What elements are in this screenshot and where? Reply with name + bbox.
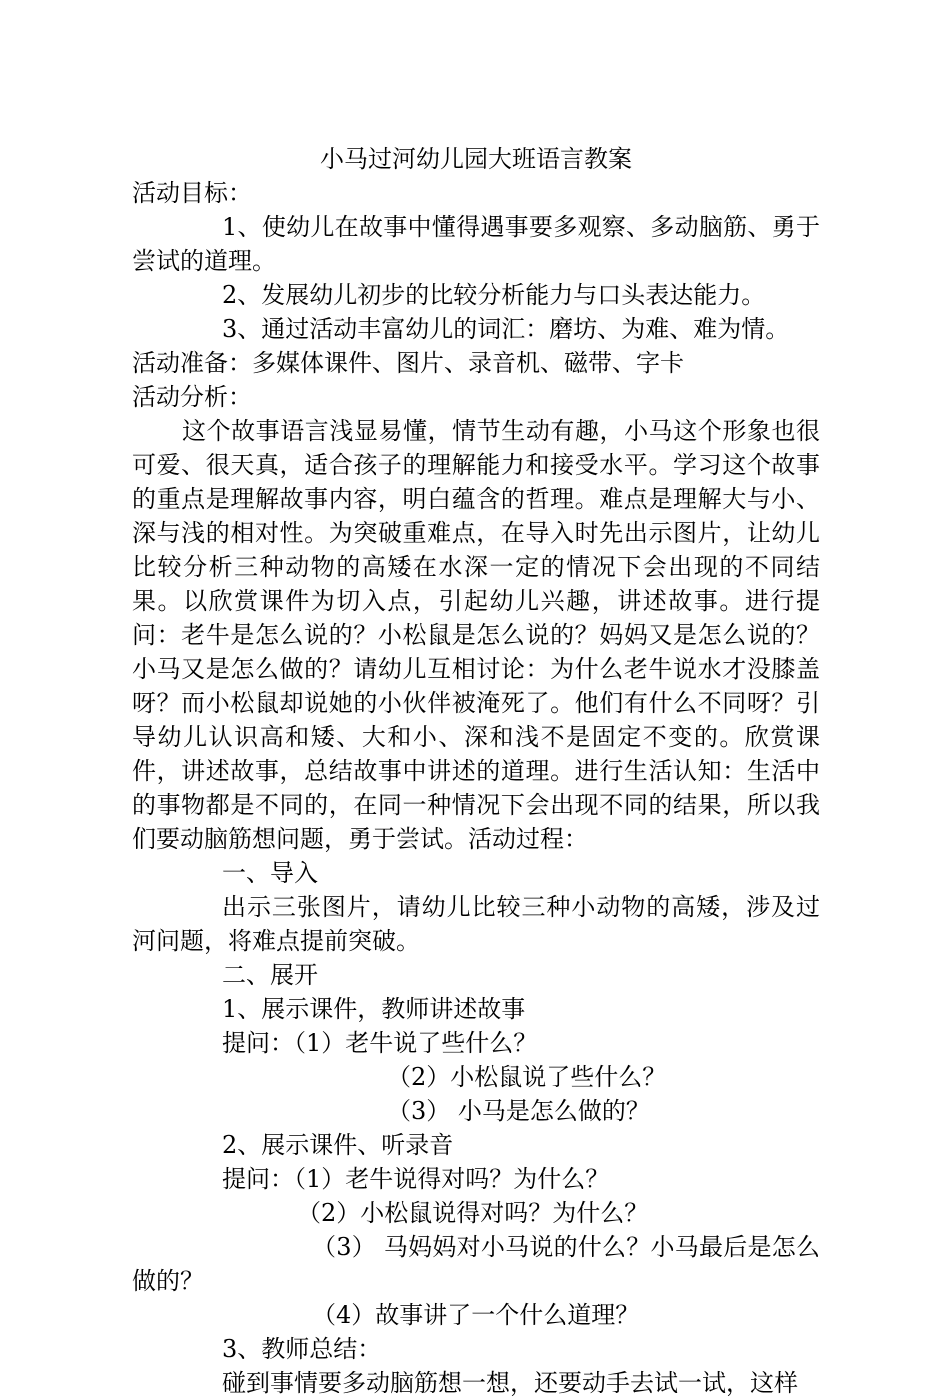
goal-3: 3、通过活动丰富幼儿的词汇：磨坊、为难、难为情。 bbox=[222, 315, 790, 343]
preparation-line: 活动准备：多媒体课件、图片、录音机、磁带、字卡 bbox=[132, 349, 684, 377]
step-2-question-3: （3） 马妈妈对小马说的什么？小马最后是怎么做的？ bbox=[132, 1233, 820, 1295]
goal-1: 1、使幼儿在故事中懂得遇事要多观察、多动脑筋、勇于尝试的道理。 bbox=[132, 213, 820, 275]
step-1-question-2: （2）小松鼠说了些什么？ bbox=[387, 1063, 667, 1091]
step-1-heading: 1、展示课件，教师讲述故事 bbox=[222, 995, 526, 1023]
step-2-heading: 2、展示课件、听录音 bbox=[222, 1131, 454, 1159]
analysis-heading: 活动分析： bbox=[132, 383, 252, 411]
step-1-question-3: （3） 小马是怎么做的？ bbox=[387, 1097, 650, 1125]
goals-heading: 活动目标： bbox=[132, 179, 252, 207]
step-2-question-4: （4）故事讲了一个什么道理？ bbox=[312, 1301, 640, 1329]
section-intro-body: 出示三张图片，请幼儿比较三种小动物的高矮，涉及过河问题，将难点提前突破。 bbox=[132, 893, 820, 955]
section-develop-heading: 二、展开 bbox=[222, 961, 318, 989]
document-title: 小马过河幼儿园大班语言教案 bbox=[320, 145, 632, 173]
document-page bbox=[132, 142, 820, 1400]
step-3-body: 碰到事情要多动脑筋想一想，还要动手去试一试，这样 bbox=[222, 1369, 798, 1397]
step-2-question-1: 提问：（1）老牛说得对吗？为什么？ bbox=[222, 1165, 610, 1193]
step-3-heading: 3、教师总结： bbox=[222, 1335, 382, 1363]
analysis-paragraph: 这个故事语言浅显易懂，情节生动有趣，小马这个形象也很可爱、很天真，适合孩子的理解能力和接受水平。学习这个故事的重点是理解故事内容，明白蕴含的哲理。难点是理解大与小、深与浅的相对性。为突破重难点，在导入时先出示图片，让幼儿比较分析三种动物的高矮在水深一定的情况下会出现的不同结果。以欣赏课件为切入点，引起幼儿兴趣，讲述故事。进行提问：老牛是怎么说的？小松鼠是怎么说的？妈妈又是怎么说的？小马又是怎么做的？请幼儿互相讨论：为什么老牛说水才没膝盖呀？而小松鼠却说她的小伙伴被淹死了。他们有什么不同呀？引导幼儿认识高和矮、大和小、深和浅不是固定不变的。欣赏课件，讲述故事，总结故事中讲述的道理。进行生活认知：生活中的事物都是不同的，在同一种情况下会出现不同的结果，所以我们要动脑筋想问题，勇于尝试。活动过程： bbox=[132, 417, 820, 853]
step-1-question-1: 提问：（1）老牛说了些什么？ bbox=[222, 1029, 538, 1057]
section-intro-heading: 一、导入 bbox=[222, 859, 318, 887]
goal-2: 2、发展幼儿初步的比较分析能力与口头表达能力。 bbox=[222, 281, 766, 309]
step-2-question-2: （2）小松鼠说得对吗？为什么？ bbox=[297, 1199, 649, 1227]
